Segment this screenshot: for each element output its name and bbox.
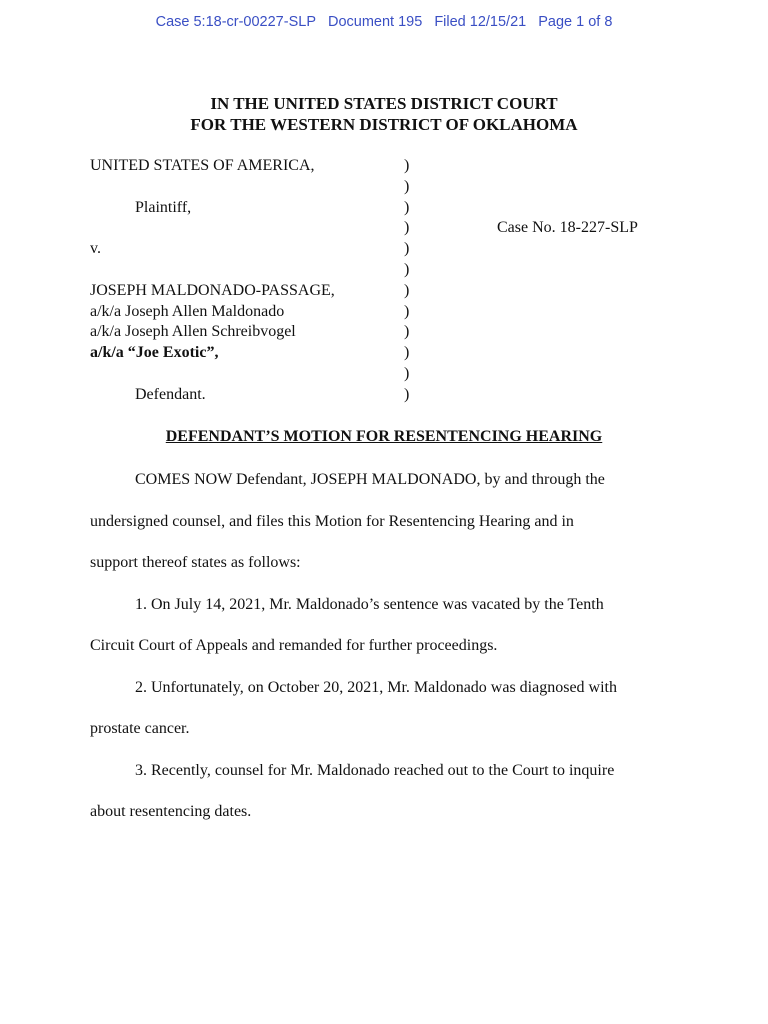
court-heading-line-1: IN THE UNITED STATES DISTRICT COURT (210, 94, 558, 113)
plaintiff-role: Plaintiff, (135, 198, 192, 216)
court-heading (0, 94, 768, 135)
paragraph-3-line-2: about resentencing dates. (90, 803, 252, 820)
paragraph-2-line-2: prostate cancer. (90, 720, 190, 737)
caption-paren: ) (404, 240, 410, 258)
page-number-stamp: Page 1 of 8 (538, 14, 613, 30)
paragraph-1-line-2: Circuit Court of Appeals and remanded for further proceedings. (90, 637, 498, 654)
motion-body (90, 468, 680, 842)
caption-paren: ) (404, 219, 410, 237)
case-caption-parties (90, 156, 400, 406)
intro-line-2: undersigned counsel, and files this Motion for Resentencing Hearing and in (90, 512, 574, 530)
caption-paren: ) (404, 157, 410, 174)
document-number-stamp: Document 195 (328, 14, 423, 30)
court-heading-line-2: FOR THE WESTERN DISTRICT OF OKLAHOMA (190, 114, 578, 134)
plaintiff-name: UNITED STATES OF AMERICA, (90, 157, 315, 174)
paragraph-2-line-1: 2. Unfortunately, on October 20, 2021, Mr. Maldonado was diagnosed with (135, 678, 617, 696)
caption-parentheses-column (404, 156, 416, 406)
caption-paren: ) (404, 302, 410, 320)
filing-header-stamp (0, 14, 768, 30)
caption-paren: ) (404, 385, 410, 403)
caption-paren: ) (404, 344, 410, 362)
defendant-name: JOSEPH MALDONADO-PASSAGE, (90, 281, 335, 299)
motion-title: DEFENDANT’S MOTION FOR RESENTENCING HEARING (165, 428, 603, 445)
defendant-alias-1: a/k/a Joseph Allen Maldonado (90, 302, 285, 320)
defendant-alias-3: a/k/a “Joe Exotic”, (90, 344, 219, 362)
caption-paren: ) (404, 281, 410, 299)
paragraph-1-line-1: 1. On July 14, 2021, Mr. Maldonado’s sentence was vacated by the Tenth (135, 595, 604, 613)
defendant-alias-2: a/k/a Joseph Allen Schreibvogel (90, 323, 296, 341)
intro-line-3: support thereof states as follows: (90, 554, 301, 571)
caption-paren: ) (404, 323, 410, 341)
caption-paren: ) (404, 177, 410, 195)
paragraph-3-line-1: 3. Recently, counsel for Mr. Maldonado reached out to the Court to inquire (135, 761, 615, 779)
intro-line-1: COMES NOW Defendant, JOSEPH MALDONADO, by and through the (135, 471, 605, 488)
caption-paren: ) (404, 260, 410, 278)
filed-date-stamp: Filed 12/15/21 (434, 14, 527, 30)
defendant-role: Defendant. (135, 385, 206, 403)
caption-paren: ) (404, 198, 410, 216)
versus-label: v. (90, 240, 101, 258)
case-number: Case No. 18-227-SLP (497, 219, 638, 236)
case-number-stamp: Case 5:18-cr-00227-SLP (155, 14, 316, 30)
caption-paren: ) (404, 364, 410, 382)
